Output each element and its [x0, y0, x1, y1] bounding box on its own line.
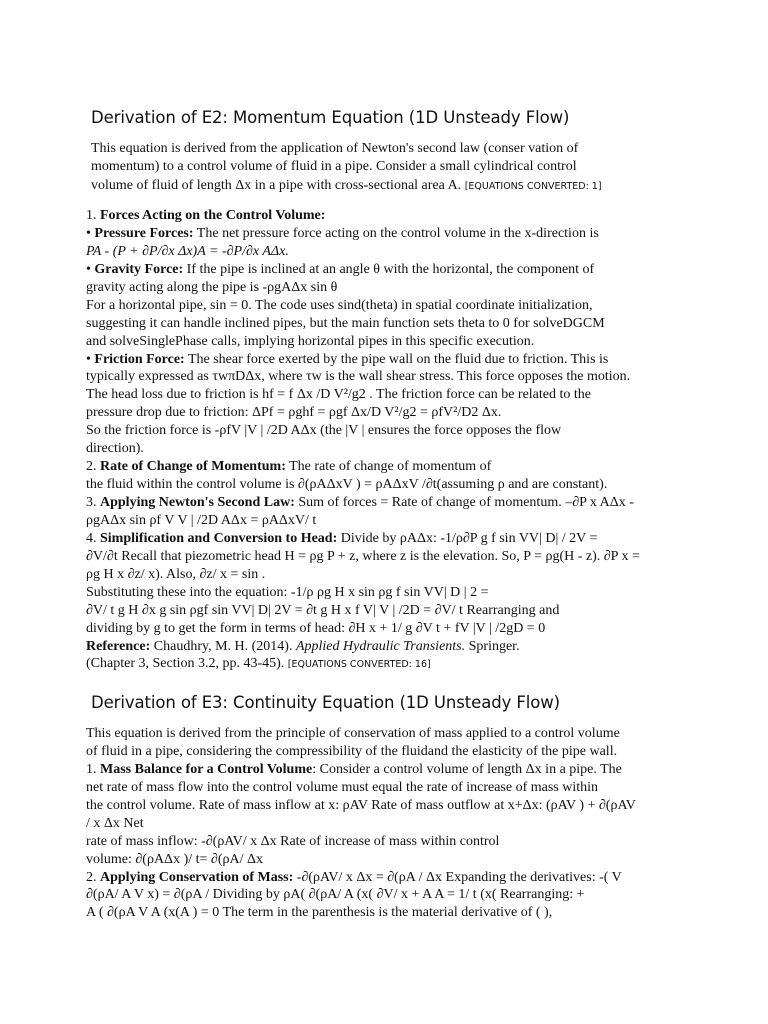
- text-run: If the pipe is inclined at an angle θ with the horizontal, the component of: [186, 261, 595, 277]
- book-title: Applied Hydraulic Transients.: [295, 638, 466, 654]
- conversion-note: [EQUATIONS CONVERTED: 16]: [287, 659, 431, 671]
- bullet-title: Gravity Force:: [94, 261, 184, 277]
- step-title: Applying Conservation of Mass:: [100, 869, 294, 885]
- text-run: Divide by ρAΔx: -1/ρ∂P g f sin VV| D| / 2V =: [340, 530, 598, 546]
- text-line: This equation is derived from the application of Newton's second law (conser vation of: [91, 141, 579, 156]
- text-line: ∂(ρA/ A V x) = ∂(ρA / Dividing by ρA( ∂(ρA/ A (x( ∂V/ x + A A = 1/ t (x( Rearranging: +: [86, 887, 585, 903]
- text-line: typically expressed as τwπDΔx, where τw is the wall shear stress. This force opposes the motion.: [86, 369, 631, 385]
- text-line: volume: ∂(ρAΔx )/ t= ∂(ρA/ Δx: [86, 851, 263, 867]
- text-line: momentum) to a control volume of fluid in a pipe. Consider a small cylindrical control: [91, 159, 577, 175]
- text-run: : Consider a control volume of length Δx in a pipe. The: [312, 761, 622, 777]
- text-line: dividing by g to get the form in terms of head: ∂H x + 1/ g ∂V t + fV |V | /2gD = 0: [86, 620, 546, 636]
- step-number: 2.: [86, 869, 97, 885]
- step-title: Rate of Change of Momentum:: [100, 459, 286, 475]
- text-run: -∂(ρAV/ x Δx = ∂(ρA / Δx Expanding the derivatives: -( V: [296, 869, 622, 885]
- step-title: Simplification and Conversion to Head:: [100, 530, 338, 546]
- text-line: pressure drop due to friction: ΔPf = ρghf = ρgf Δx/D V²/g2 = ρfV²/D2 Δx.: [86, 405, 502, 421]
- step-number: 4.: [86, 530, 97, 546]
- e3-derivation-body: [86, 725, 711, 922]
- step-number: 3.: [86, 495, 97, 510]
- bullet-title: Friction Force:: [94, 351, 185, 367]
- e2-heading: Derivation of E2: Momentum Equation (1D Unsteady Flow): [91, 108, 570, 127]
- text-run: (Chapter 3, Section 3.2, pp. 43-45).: [86, 656, 285, 672]
- e3-heading: Derivation of E3: Continuity Equation (1D Unsteady Flow): [91, 693, 560, 712]
- bullet-title: Pressure Forces:: [94, 225, 194, 241]
- step-title: Applying Newton's Second Law:: [100, 495, 295, 510]
- step-number: 2.: [86, 459, 97, 475]
- step-1-heading: [86, 761, 711, 779]
- text-line: of fluid in a pipe, considering the compressibility of the fluidand the elasticity of the pipe wall.: [86, 743, 618, 759]
- text-run: volume of fluid of length Δx in a pipe with cross-sectional area A.: [91, 177, 462, 193]
- bullet: •: [86, 225, 91, 241]
- reference-pages-line: [86, 655, 711, 673]
- text-line: ∂V/∂t Recall that piezometric head H = ρg P + z, where z is the elevation. So, P = ρg(H - z). ∂P x =: [86, 548, 640, 564]
- text-run: Springer.: [468, 638, 520, 654]
- step-title: Forces Acting on the Control Volume:: [100, 208, 326, 223]
- text-run: Chaudhry, M. H. (2014).: [153, 638, 293, 654]
- text-line: suggesting it can handle inclined pipes, but the main function sets theta to 0 for solveDGCM: [86, 315, 605, 331]
- text-line: gravity acting along the pipe is -ρgAΔx sin θ: [86, 279, 338, 295]
- bullet: •: [86, 261, 91, 277]
- text-line: A ( ∂(ρA V A (x(A ) = 0 The term in the parenthesis is the material derivative of ( ),: [86, 905, 553, 921]
- text-line: net rate of mass flow into the control volume must equal the rate of increase of mass within: [86, 779, 599, 795]
- step-4-heading: [86, 530, 711, 548]
- text-run: The net pressure force acting on the control volume in the x-direction is: [196, 225, 599, 241]
- text-line: and solveSinglePhase calls, implying horizontal pipes in this specific execution.: [86, 333, 535, 349]
- step-title: Mass Balance for a Control Volume: [100, 761, 313, 777]
- text-line: So the friction force is -ρfV |V | /2D AΔx (the |V | ensures the force opposes the flow: [86, 423, 562, 439]
- step-3-heading: [86, 494, 711, 512]
- text-line: This equation is derived from the principle of conservation of mass applied to a control volume: [86, 726, 620, 741]
- text-line: Substituting these into the equation: -1/ρ ρg H x sin ρg f sin VV| D | 2 =: [86, 584, 489, 600]
- pressure-forces-line: [86, 225, 711, 243]
- text-line: rate of mass inflow: -∂(ρAV/ x Δx Rate of increase of mass within control: [86, 833, 500, 849]
- text-line: The head loss due to friction is hf = f Δx /D V²/g2 . The friction force can be related to the: [86, 387, 591, 403]
- text-run: The shear force exerted by the pipe wall on the fluid due to friction. This is: [187, 351, 609, 367]
- text-line: [91, 177, 711, 195]
- e2-derivation-body: [86, 207, 711, 673]
- e2-intro-paragraph: [91, 140, 711, 195]
- reference-label: Reference:: [86, 638, 151, 654]
- friction-force-line: [86, 351, 711, 369]
- pressure-force-equation: PA - (P + ∂P/∂x Δx)A = -∂P/∂x AΔx.: [86, 243, 289, 259]
- text-line: ∂V/ t g H ∂x g sin ρgf sin VV| D| 2V = ∂t g H x f V| V | /2D = ∂V/ t Rearranging and: [86, 602, 560, 618]
- text-run: The rate of change of momentum of: [289, 459, 492, 475]
- text-line: the control volume. Rate of mass inflow at x: ρAV Rate of mass outflow at x+Δx: (ρAV ) + ∂(ρAV: [86, 797, 636, 813]
- reference-line: [86, 638, 711, 656]
- text-line: For a horizontal pipe, sin = 0. The code uses sind(theta) in spatial coordinate initialization,: [86, 297, 593, 313]
- text-run: Sum of forces = Rate of change of momentum. –∂P x AΔx -: [298, 495, 634, 510]
- conversion-note: [EQUATIONS CONVERTED: 1]: [464, 180, 602, 192]
- step-2-heading: [86, 869, 711, 887]
- step-number: 1.: [86, 208, 97, 223]
- text-line: direction).: [86, 441, 144, 457]
- text-line: the fluid within the control volume is ∂(ρAΔxV ) = ρAΔxV /∂t(assuming ρ and are constant).: [86, 477, 608, 493]
- gravity-force-line: [86, 261, 711, 279]
- text-line: ρgAΔx sin ρf V V | /2D AΔx = ρAΔxV/ t: [86, 512, 317, 528]
- text-line: ρg H x ∂z/ x). Also, ∂z/ x = sin .: [86, 566, 266, 582]
- step-1-heading: [86, 207, 711, 225]
- step-number: 1.: [86, 761, 97, 777]
- bullet: •: [86, 351, 91, 367]
- step-2-heading: [86, 458, 711, 476]
- text-line: / x Δx Net: [86, 815, 144, 831]
